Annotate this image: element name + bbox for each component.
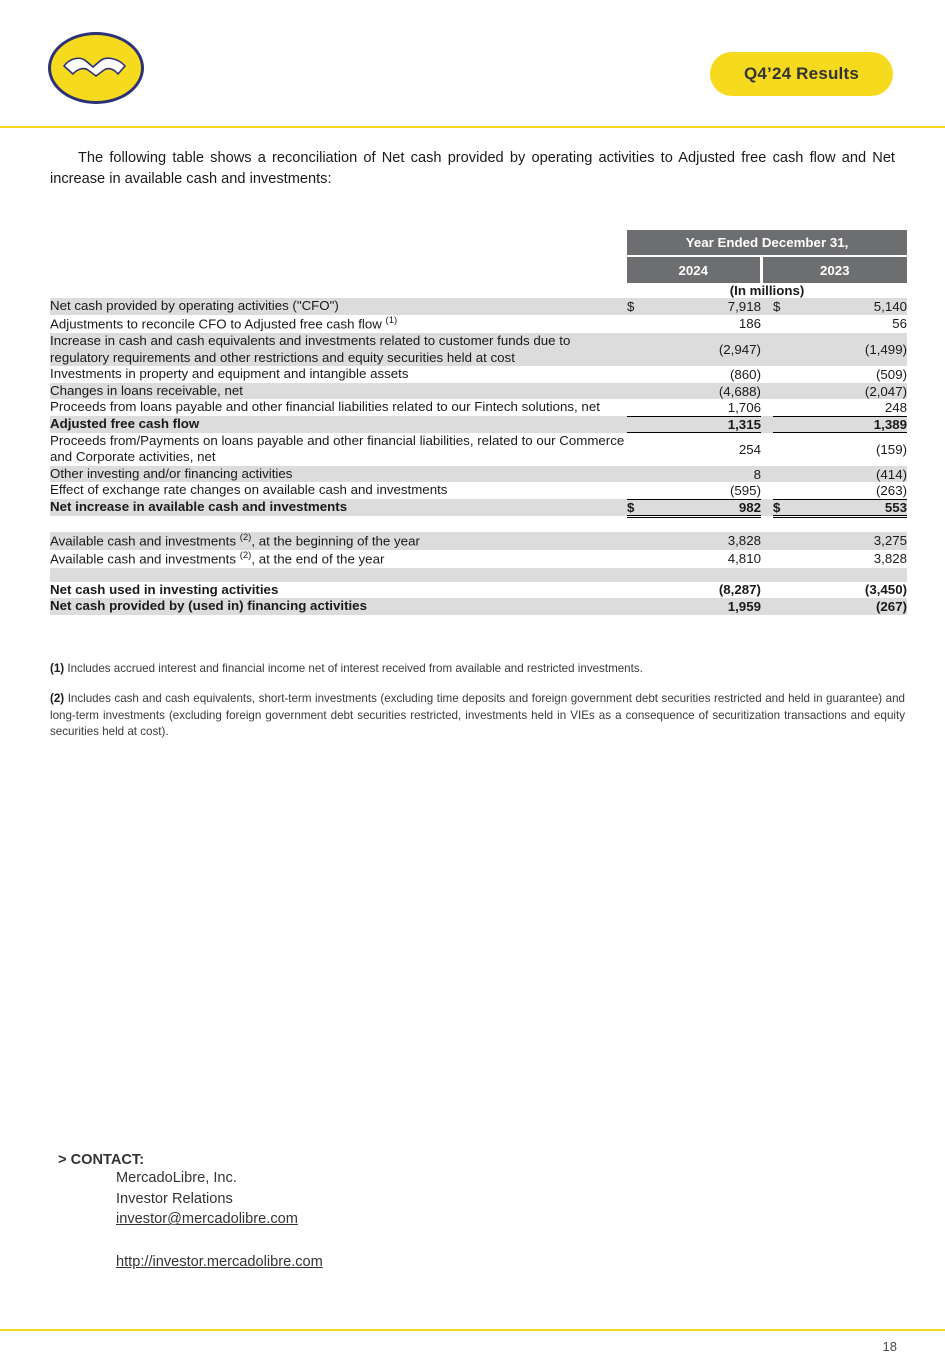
table-row bbox=[50, 366, 907, 383]
page-header bbox=[0, 0, 945, 128]
footnote-marker: (2) bbox=[239, 531, 252, 543]
row-currency-2024: $ bbox=[627, 499, 651, 516]
row-currency-2024 bbox=[627, 482, 651, 499]
footnote-1-text: Includes accrued interest and financial income net of interest received from available and restricted investments. bbox=[64, 661, 643, 675]
row-currency-2023: $ bbox=[773, 499, 797, 516]
row-label: Net cash used in investing activities bbox=[50, 581, 279, 597]
footnote-2-text: Includes cash and cash equivalents, short-term investments (excluding time deposits and foreign government debt securities restricted and held in guarantee) and long-term investments (excluding foreign government debt securities restricted, investments held in VIEs as a consequence of securitization transactions and equity securities held at cost). bbox=[50, 692, 905, 739]
footnote-2-marker: (2) bbox=[50, 692, 65, 706]
footnote-2 bbox=[50, 691, 905, 740]
row-value-2024: 1,315 bbox=[651, 416, 761, 433]
row-value-2024: 4,810 bbox=[727, 551, 761, 567]
row-label-text: Adjustments to reconcile CFO to Adjusted free cash flow bbox=[50, 316, 386, 332]
row-currency-2023 bbox=[773, 532, 797, 550]
row-value-2023: (2,047) bbox=[797, 383, 907, 400]
cash-flow-reconciliation-table bbox=[50, 230, 907, 615]
table-row bbox=[50, 532, 907, 550]
page-number: 18 bbox=[882, 1339, 897, 1354]
row-currency-2023 bbox=[773, 482, 797, 499]
row-value-2023: (3,450) bbox=[864, 582, 908, 598]
row-label bbox=[50, 315, 627, 333]
row-value-2024: (2,947) bbox=[651, 333, 761, 366]
footnote-marker: (1) bbox=[385, 314, 398, 326]
row-label: Effect of exchange rate changes on available cash and investments bbox=[50, 482, 448, 498]
row-label: Net cash provided by operating activities ("CFO") bbox=[50, 298, 627, 315]
row-currency-2024 bbox=[627, 333, 651, 366]
row-value-2023: (159) bbox=[875, 441, 908, 457]
contact-block bbox=[58, 1152, 323, 1273]
row-currency-2023 bbox=[773, 383, 797, 400]
row-label: Adjusted free cash flow bbox=[50, 416, 627, 433]
table-row bbox=[50, 433, 907, 466]
row-currency-2023 bbox=[773, 416, 797, 433]
row-label-text: Available cash and investments bbox=[50, 532, 240, 548]
table-row-total bbox=[50, 499, 907, 516]
row-currency-2024 bbox=[627, 598, 651, 615]
row-label: Net increase in available cash and investments bbox=[50, 499, 627, 516]
table-row bbox=[50, 598, 907, 615]
results-badge: Q4’24 Results bbox=[710, 52, 893, 96]
row-currency-2023 bbox=[773, 315, 797, 333]
row-label bbox=[50, 550, 627, 568]
page-content bbox=[0, 148, 945, 741]
row-value-2023: 248 bbox=[797, 399, 907, 416]
row-value-2024: (860) bbox=[729, 366, 761, 382]
row-currency-2023 bbox=[773, 366, 797, 383]
table-row bbox=[50, 333, 907, 366]
table-row bbox=[50, 315, 907, 333]
row-label-text-2: , at the beginning of the year bbox=[251, 532, 420, 548]
row-label: Changes in loans receivable, net bbox=[50, 383, 627, 400]
row-currency-2024 bbox=[627, 383, 651, 400]
row-label: Proceeds from/Payments on loans payable and other financial liabilities, related to our Commerce and Corporate activities, net bbox=[50, 432, 625, 465]
contact-company: MercadoLibre, Inc. bbox=[116, 1170, 237, 1186]
contact-department: Investor Relations bbox=[116, 1190, 233, 1207]
year-ended-header: Year Ended December 31, bbox=[627, 230, 907, 256]
footnote-marker: (2) bbox=[239, 549, 252, 561]
row-value-2023: 3,828 bbox=[873, 551, 908, 567]
row-value-2023: (414) bbox=[797, 466, 907, 483]
table-row bbox=[50, 383, 907, 400]
row-currency-2023 bbox=[773, 466, 797, 483]
table-row bbox=[50, 550, 907, 568]
row-currency-2024 bbox=[627, 366, 651, 383]
row-value-2023: 553 bbox=[797, 499, 907, 516]
row-value-2023: 1,389 bbox=[797, 416, 907, 433]
row-currency-2023 bbox=[773, 333, 797, 366]
table-spacer bbox=[50, 516, 907, 532]
row-value-2024: 1,959 bbox=[651, 598, 761, 615]
row-currency-2023: $ bbox=[773, 298, 797, 315]
units-label: (In millions) bbox=[729, 283, 805, 299]
table-row bbox=[50, 482, 907, 499]
row-value-2023: (267) bbox=[797, 598, 907, 615]
row-label-text-2: , at the end of the year bbox=[251, 551, 385, 566]
row-value-2024: 1,706 bbox=[651, 399, 761, 416]
row-currency-2023 bbox=[773, 582, 797, 599]
units-row bbox=[50, 283, 907, 298]
footnote-1-marker: (1) bbox=[50, 661, 65, 675]
row-label: Other investing and/or financing activities bbox=[50, 466, 627, 483]
row-currency-2024: $ bbox=[627, 298, 651, 315]
row-value-2024: 7,918 bbox=[651, 298, 761, 315]
row-label bbox=[50, 532, 627, 550]
row-currency-2024 bbox=[627, 416, 651, 433]
row-value-2023: (509) bbox=[875, 366, 908, 382]
table-row bbox=[50, 399, 907, 416]
row-value-2023: (1,499) bbox=[797, 333, 907, 366]
table-header-years bbox=[50, 230, 907, 256]
row-value-2024: 8 bbox=[651, 466, 761, 483]
mercadolibre-handshake-logo bbox=[48, 32, 144, 104]
row-currency-2024 bbox=[627, 532, 651, 550]
row-currency-2024 bbox=[627, 466, 651, 483]
row-value-2023: (263) bbox=[797, 482, 907, 499]
row-currency-2023 bbox=[773, 433, 797, 466]
row-currency-2024 bbox=[627, 550, 651, 568]
table-row-subtotal bbox=[50, 416, 907, 433]
table-row bbox=[50, 582, 907, 599]
footnote-1 bbox=[50, 661, 905, 677]
row-value-2023: 5,140 bbox=[797, 298, 907, 315]
table-header-columns bbox=[50, 256, 907, 283]
row-value-2024: 3,828 bbox=[651, 532, 761, 550]
row-value-2024: (8,287) bbox=[718, 582, 761, 598]
table-spacer-shaded bbox=[50, 568, 907, 582]
table-row bbox=[50, 298, 907, 315]
row-currency-2023 bbox=[773, 399, 797, 416]
row-value-2024: 982 bbox=[651, 499, 761, 516]
row-currency-2024 bbox=[627, 582, 651, 599]
column-2024-header: 2024 bbox=[627, 256, 761, 283]
row-label-text: Available cash and investments bbox=[50, 551, 240, 566]
row-value-2024: (4,688) bbox=[651, 383, 761, 400]
page-footer bbox=[0, 1329, 945, 1365]
row-currency-2024 bbox=[627, 433, 651, 466]
footnotes bbox=[50, 661, 905, 741]
contact-heading: > CONTACT: bbox=[58, 1152, 145, 1168]
handshake-icon bbox=[62, 52, 130, 84]
row-value-2023: 3,275 bbox=[797, 532, 907, 550]
investor-site-link[interactable]: http://investor.mercadolibre.com bbox=[116, 1254, 323, 1271]
intro-paragraph: The following table shows a reconciliation of Net cash provided by operating activities to Adjusted free cash flow and Net increase in available cash and investments: bbox=[50, 150, 895, 188]
row-currency-2023 bbox=[773, 550, 797, 568]
contact-email-link[interactable]: investor@mercadolibre.com bbox=[116, 1211, 298, 1228]
row-currency-2024 bbox=[627, 399, 651, 416]
table-row bbox=[50, 466, 907, 483]
row-label: Net cash provided by (used in) financing activities bbox=[50, 598, 627, 615]
row-value-2024: 186 bbox=[738, 316, 761, 332]
column-2023-header: 2023 bbox=[761, 256, 907, 283]
row-label: Increase in cash and cash equivalents and investments related to customer funds due to regulatory requirements and other restrictions and equity securities held at cost bbox=[50, 333, 627, 366]
row-value-2024: (595) bbox=[651, 482, 761, 499]
row-value-2024: 254 bbox=[738, 441, 761, 457]
row-label: Investments in property and equipment and intangible assets bbox=[50, 366, 409, 382]
row-label: Proceeds from loans payable and other financial liabilities related to our Fintech solutions, net bbox=[50, 399, 600, 415]
row-value-2023: 56 bbox=[892, 316, 908, 332]
row-currency-2023 bbox=[773, 598, 797, 615]
row-currency-2024 bbox=[627, 315, 651, 333]
